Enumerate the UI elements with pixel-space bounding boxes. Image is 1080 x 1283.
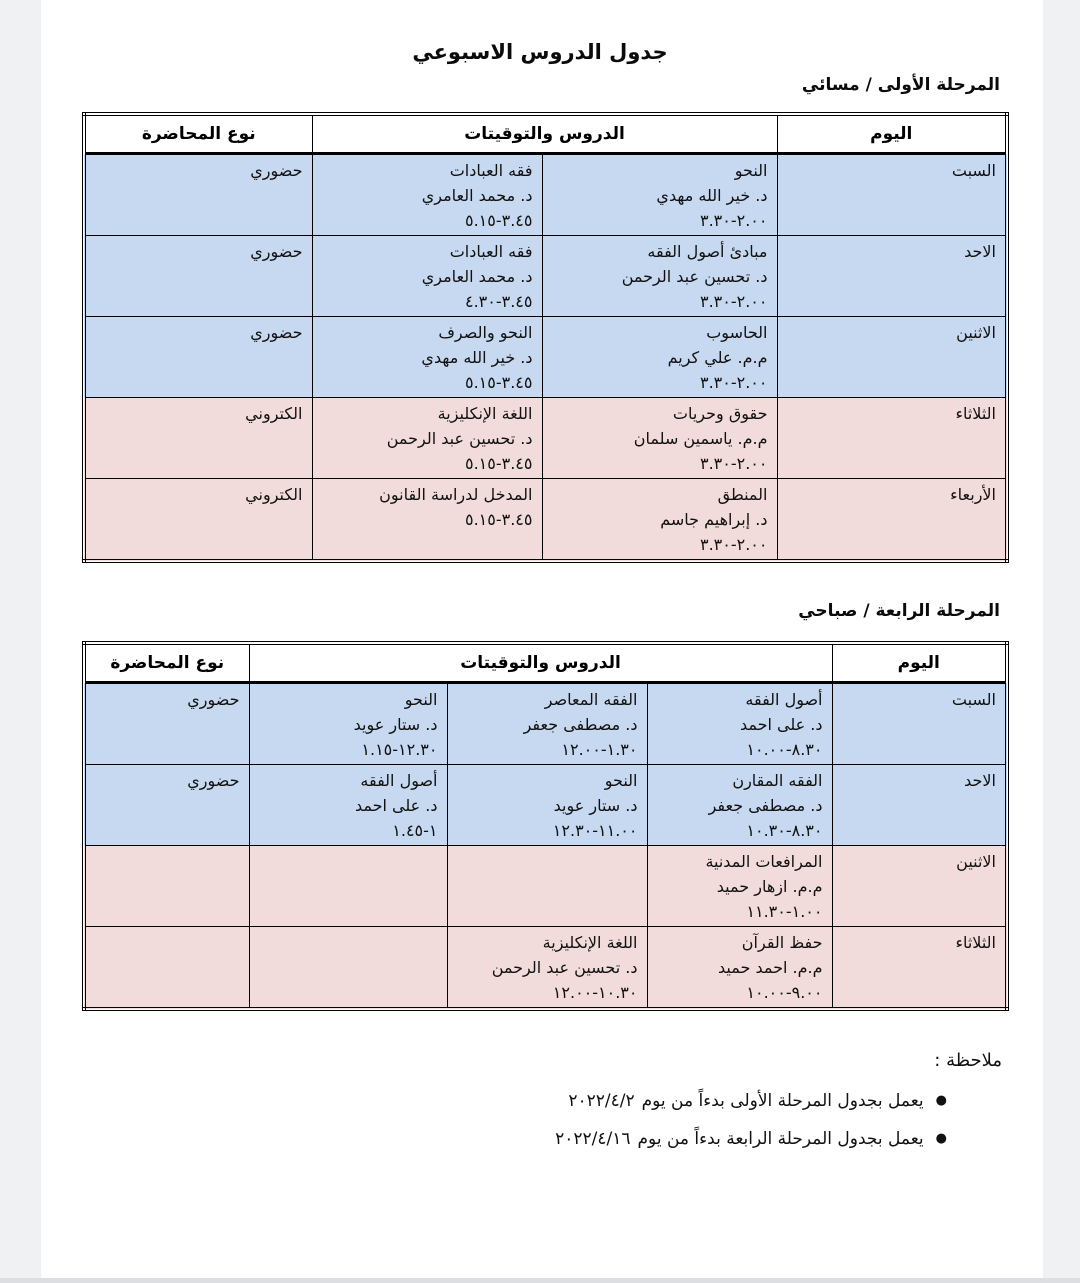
day-cell: الاحد xyxy=(777,236,1007,317)
lesson-subject: المدخل لدراسة القانون xyxy=(379,485,533,504)
header-row xyxy=(84,643,1007,683)
lesson-cell xyxy=(647,683,832,765)
note-date: ٢٠٢٢/٤/٢ xyxy=(568,1091,635,1111)
lesson-time xyxy=(547,370,768,395)
lesson-cell xyxy=(249,683,447,765)
lecture-type-cell xyxy=(84,846,249,927)
day-cell: السبت xyxy=(777,154,1007,236)
lesson-cell xyxy=(542,317,777,398)
note-item-fourth-stage xyxy=(555,1129,947,1149)
lesson-cell xyxy=(312,317,542,398)
lesson-subject: حفظ القرآن xyxy=(741,933,823,952)
scan-margin-right xyxy=(1043,0,1080,1283)
table-row-saturday xyxy=(84,154,1007,236)
lesson-teacher: د. ستار عويد xyxy=(353,715,438,734)
lesson-cell xyxy=(542,398,777,479)
lesson-teacher: م.م. علي كريم xyxy=(667,348,768,367)
lecture-type-cell: حضوري xyxy=(84,683,249,765)
lesson-teacher: م.م. ازهار حميد xyxy=(716,877,823,896)
lecture-type-cell: حضوري xyxy=(84,765,249,846)
lesson-subject: حقوق وحريات xyxy=(672,404,768,423)
day-cell: الاثنين xyxy=(832,846,1007,927)
time-range: ٣.٣٠-٢.٠٠ xyxy=(699,292,768,311)
scan-margin-bottom xyxy=(0,1278,1080,1283)
notes-label: ملاحظة : xyxy=(934,1050,1002,1071)
lesson-time xyxy=(254,818,438,843)
table-row-sunday xyxy=(84,765,1007,846)
lesson-teacher: م.م. ياسمين سلمان xyxy=(633,429,768,448)
lesson-time xyxy=(547,208,768,233)
schedule-table-first-stage xyxy=(82,112,1009,563)
lesson-time xyxy=(652,818,823,843)
lesson-teacher: د. محمد العامري xyxy=(421,267,533,286)
lesson-subject: فقه العبادات xyxy=(449,242,533,261)
lesson-subject: النحو xyxy=(604,771,638,790)
lesson-cell xyxy=(647,765,832,846)
column-header-lessons: الدروس والتوقيتات xyxy=(249,643,832,683)
time-range: ١٠.٠٠-٩.٠٠ xyxy=(746,983,823,1002)
column-header-day: اليوم xyxy=(777,114,1007,154)
lesson-time xyxy=(317,451,533,476)
time-range: ٣.٣٠-٢.٠٠ xyxy=(699,454,768,473)
lesson-teacher: د. محمد العامري xyxy=(421,186,533,205)
day-cell: الأربعاء xyxy=(777,479,1007,562)
table-row-saturday xyxy=(84,683,1007,765)
lesson-subject: المرافعات المدنية xyxy=(705,852,823,871)
lesson-time xyxy=(652,899,823,924)
lesson-subject: النحو xyxy=(404,690,438,709)
lesson-subject: فقه العبادات xyxy=(449,161,533,180)
page-title: جدول الدروس الاسبوعي xyxy=(412,40,668,64)
lesson-cell xyxy=(647,927,832,1010)
time-range: ٥.١٥-٣.٤٥ xyxy=(464,510,533,529)
lesson-cell xyxy=(447,765,647,846)
time-range: ٣.٣٠-٢.٠٠ xyxy=(699,211,768,230)
time-range: ١١.٣٠-١.٠٠ xyxy=(746,902,823,921)
lesson-cell-empty xyxy=(249,927,447,1010)
lesson-teacher: د. مصطفى جعفر xyxy=(708,796,823,815)
lesson-cell xyxy=(447,683,647,765)
lesson-teacher: د. تحسين عبد الرحمن xyxy=(386,429,533,448)
table-row-tuesday xyxy=(84,398,1007,479)
time-range: ٥.١٥-٣.٤٥ xyxy=(464,373,533,392)
lesson-subject: مبادئ أصول الفقه xyxy=(647,242,768,261)
lecture-type-cell: الكتروني xyxy=(84,398,312,479)
day-cell: الاحد xyxy=(832,765,1007,846)
day-cell: الثلاثاء xyxy=(777,398,1007,479)
lesson-cell xyxy=(249,765,447,846)
table-row-monday xyxy=(84,846,1007,927)
lesson-teacher: د. خير الله مهدي xyxy=(656,186,768,205)
stage-label-first: المرحلة الأولى / مسائي xyxy=(801,75,1000,95)
day-cell: السبت xyxy=(832,683,1007,765)
note-text: يعمل بجدول المرحلة الأولى بدءاً من يوم xyxy=(641,1091,924,1111)
lesson-time xyxy=(317,208,533,233)
lesson-subject: المنطق xyxy=(717,485,768,504)
lesson-cell xyxy=(647,846,832,927)
time-range: ١.٤٥-١ xyxy=(392,821,438,840)
lesson-cell xyxy=(312,236,542,317)
time-range: ١.١٥-١٢.٣٠ xyxy=(361,740,438,759)
lesson-subject: النحو والصرف xyxy=(438,323,533,342)
lesson-time xyxy=(317,370,533,395)
lesson-teacher: د. ستار عويد xyxy=(553,796,638,815)
bullet-icon: ● xyxy=(935,1093,947,1108)
note-text: يعمل بجدول المرحلة الرابعة بدءاً من يوم xyxy=(637,1129,924,1149)
table-row-wednesday xyxy=(84,479,1007,562)
lesson-teacher: د. تحسين عبد الرحمن xyxy=(621,267,768,286)
lesson-subject: أصول الفقه xyxy=(360,771,438,790)
lesson-cell xyxy=(312,479,542,562)
lesson-time xyxy=(452,980,638,1005)
lecture-type-cell: الكتروني xyxy=(84,479,312,562)
table-row-sunday xyxy=(84,236,1007,317)
bullet-icon: ● xyxy=(935,1131,947,1146)
lesson-time xyxy=(652,980,823,1005)
lesson-cell xyxy=(542,236,777,317)
lesson-teacher: م.م. احمد حميد xyxy=(717,958,823,977)
schedule-table-fourth-stage xyxy=(82,641,1009,1011)
lesson-subject: الفقه المعاصر xyxy=(544,690,638,709)
lesson-subject: الفقه المقارن xyxy=(732,771,823,790)
day-cell: الاثنين xyxy=(777,317,1007,398)
time-range: ١٢.٠٠-١٠.٣٠ xyxy=(552,983,638,1002)
note-date: ٢٠٢٢/٤/١٦ xyxy=(555,1129,631,1149)
header-row xyxy=(84,114,1007,154)
column-header-lessons: الدروس والتوقيتات xyxy=(312,114,777,154)
lecture-type-cell: حضوري xyxy=(84,236,312,317)
lecture-type-cell xyxy=(84,927,249,1010)
lesson-subject: أصول الفقه xyxy=(745,690,823,709)
lesson-teacher: د. على احمد xyxy=(739,715,823,734)
time-range: ٤.٣٠-٣.٤٥ xyxy=(464,292,533,311)
scan-margin-left xyxy=(0,0,41,1283)
lesson-time xyxy=(547,532,768,557)
time-range: ١٢.٣٠-١١.٠٠ xyxy=(552,821,638,840)
lesson-teacher: د. تحسين عبد الرحمن xyxy=(491,958,638,977)
table-row-monday xyxy=(84,317,1007,398)
lesson-cell xyxy=(542,154,777,236)
time-range: ٣.٣٠-٢.٠٠ xyxy=(699,373,768,392)
day-cell: الثلاثاء xyxy=(832,927,1007,1010)
lesson-teacher: د. خير الله مهدي xyxy=(421,348,533,367)
time-range: ٥.١٥-٣.٤٥ xyxy=(464,454,533,473)
lesson-time xyxy=(317,289,533,314)
lesson-cell xyxy=(447,927,647,1010)
column-header-type: نوع المحاضرة xyxy=(84,643,249,683)
lesson-time xyxy=(254,737,438,762)
note-item-first-stage xyxy=(568,1091,947,1111)
lesson-subject: اللغة الإنكليزية xyxy=(542,933,638,952)
time-range: ٣.٣٠-٢.٠٠ xyxy=(699,535,768,554)
lesson-time xyxy=(317,507,533,532)
lesson-subject: الحاسوب xyxy=(706,323,768,342)
time-range: ١٠.٣٠-٨.٣٠ xyxy=(746,821,823,840)
stage-label-fourth: المرحلة الرابعة / صباحي xyxy=(798,601,1000,621)
lesson-time xyxy=(452,818,638,843)
lesson-subject: النحو xyxy=(734,161,768,180)
lecture-type-cell: حضوري xyxy=(84,317,312,398)
column-header-day: اليوم xyxy=(832,643,1007,683)
lesson-time xyxy=(547,451,768,476)
lesson-cell-empty xyxy=(447,846,647,927)
lesson-time xyxy=(652,737,823,762)
lesson-teacher: د. إبراهيم جاسم xyxy=(660,510,768,529)
lesson-cell xyxy=(312,154,542,236)
lesson-cell-empty xyxy=(249,846,447,927)
lesson-cell xyxy=(542,479,777,562)
time-range: ١٢.٠٠-١.٣٠ xyxy=(561,740,638,759)
column-header-type: نوع المحاضرة xyxy=(84,114,312,154)
lesson-time xyxy=(452,737,638,762)
time-range: ١٠.٠٠-٨.٣٠ xyxy=(746,740,823,759)
lecture-type-cell: حضوري xyxy=(84,154,312,236)
lesson-time xyxy=(547,289,768,314)
lesson-teacher: د. على احمد xyxy=(354,796,438,815)
time-range: ٥.١٥-٣.٤٥ xyxy=(464,211,533,230)
table-row-tuesday xyxy=(84,927,1007,1010)
lesson-teacher: د. مصطفى جعفر xyxy=(523,715,638,734)
lesson-cell xyxy=(312,398,542,479)
lesson-subject: اللغة الإنكليزية xyxy=(437,404,533,423)
